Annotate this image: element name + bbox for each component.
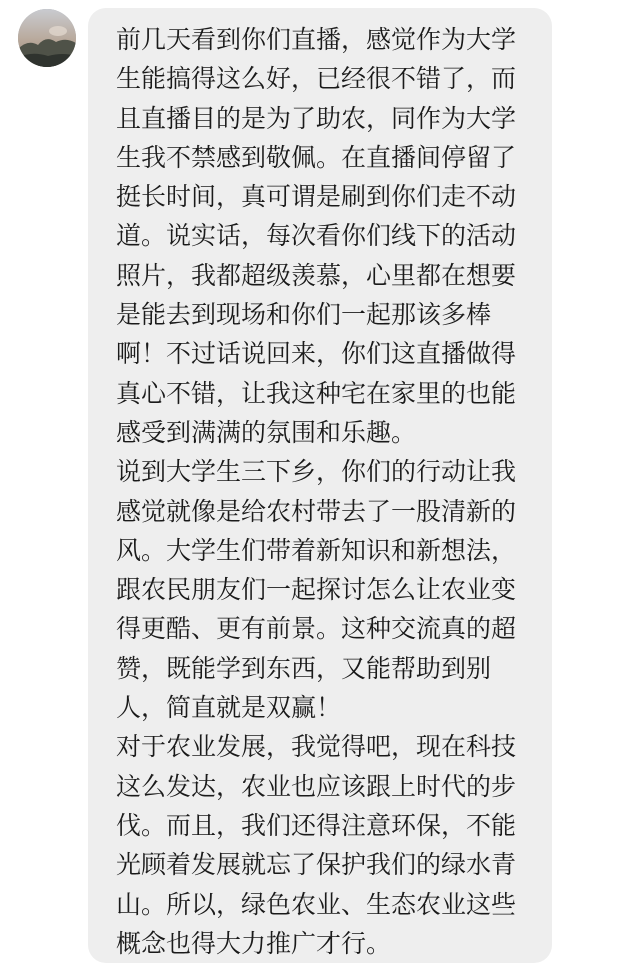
message-line: 山。所以，绿色农业、生态农业这些 <box>116 889 517 919</box>
message-line: 感觉就像是给农村带去了一股清新的 <box>116 496 517 526</box>
message-line: 前几天看到你们直播，感觉作为大学 <box>116 25 517 54</box>
message-line: 光顾着发展就忘了保护我们的绿水青 <box>116 850 517 880</box>
message-line: 感受到满满的氛围和乐趣。 <box>116 417 417 447</box>
message-line: 跟农民朋友们一起探讨怎么让农业变 <box>116 575 517 605</box>
message-line: 概念也得大力推广才行。 <box>116 928 392 958</box>
message-text <box>116 20 540 963</box>
avatar[interactable] <box>18 9 76 67</box>
message-line: 生我不禁感到敬佩。在直播间停留了 <box>116 142 517 172</box>
message-line: 赞，既能学到东西，又能帮助到别 <box>116 653 492 683</box>
message-line: 真心不错，让我这种宅在家里的也能 <box>116 378 517 408</box>
message-bubble[interactable] <box>88 8 552 963</box>
message-line: 啊！不过话说回来，你们这直播做得 <box>116 339 517 369</box>
message-line: 风。大学生们带着新知识和新想法， <box>116 535 517 565</box>
message-line: 得更酷、更有前景。这种交流真的超 <box>116 614 517 644</box>
landscape-photo-icon <box>18 9 76 67</box>
message-line: 是能去到现场和你们一起那该多棒 <box>116 300 492 330</box>
message-line: 生能搞得这么好，已经很不错了，而 <box>116 64 517 94</box>
message-line: 人，简直就是双赢！ <box>116 693 342 723</box>
message-line: 且直播目的是为了助农，同作为大学 <box>116 103 517 133</box>
message-line: 照片，我都超级羡慕，心里都在想要 <box>116 260 517 290</box>
message-line: 说到大学生三下乡，你们的行动让我 <box>116 457 517 487</box>
message-line: 对于农业发展，我觉得吧，现在科技 <box>116 732 517 762</box>
message-line: 伐。而且，我们还得注意环保，不能 <box>116 810 517 840</box>
message-line: 挺长时间，真可谓是刷到你们走不动 <box>116 182 517 212</box>
message-line: 这么发达，农业也应该跟上时代的步 <box>116 771 517 801</box>
message-line: 道。说实话，每次看你们线下的活动 <box>116 221 517 251</box>
